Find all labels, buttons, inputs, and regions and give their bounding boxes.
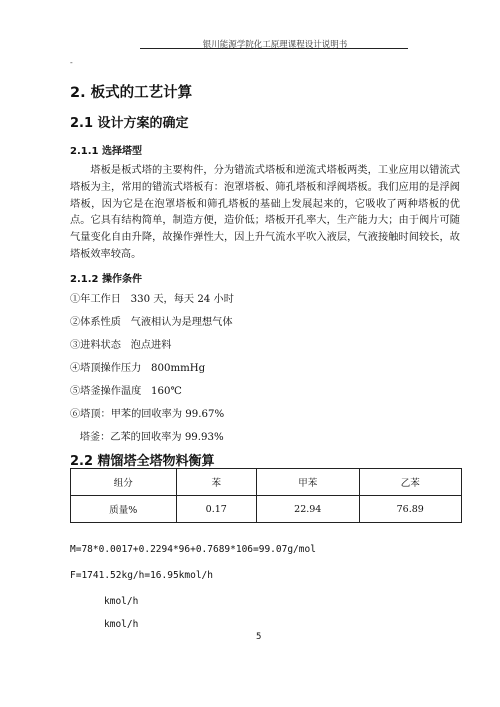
page-number: 5 [256,632,262,642]
table-row [71,496,462,523]
condition-item: ④塔顶操作压力 800mmHg [70,363,206,374]
formula-m: M=78*0.0017+0.2294*96+0.7689*106=99.07g/mol [70,544,316,555]
formula-f: F=1741.52kg/h=16.95kmol/h [70,570,213,581]
condition-item: 塔釜：乙苯的回收率为 99.93% [70,432,224,443]
section-title: 2. 板式的工艺计算 [70,85,193,101]
table-header-cell: 甲苯 [257,469,359,496]
formula-unit: kmol/h [104,619,139,630]
subsection-title-2-1: 2.1 设计方案的确定 [70,116,189,131]
condition-item: ②体系性质 气液相认为是理想气体 [70,317,233,328]
condition-item: ⑤塔釜操作温度 160℃ [70,386,182,397]
condition-item: ⑥塔顶：甲苯的回收率为 99.67% [70,409,225,420]
table-header-cell: 组分 [71,469,177,496]
header-rule [140,48,408,49]
subsubsection-title-2-1-2: 2.1.2 操作条件 [70,274,142,285]
stray-mark: - [70,58,73,67]
composition-table [70,468,462,523]
table-header-cell: 苯 [176,469,257,496]
table-cell: 22.94 [257,496,359,523]
table-header-row [71,469,462,496]
condition-item: ①年工作日 330 天，每天 24 小时 [70,294,234,305]
subsubsection-title-2-1-1: 2.1.1 选择塔型 [70,146,142,157]
formula-unit: kmol/h [104,596,139,607]
condition-item: ③进料状态 泡点进料 [70,340,172,351]
table-cell: 76.89 [359,496,462,523]
page-header: 银川能源学院化工原理课程设计说明书 [202,40,348,50]
body-paragraph: 塔板是板式塔的主要构件，分为错流式塔板和逆流式塔板两类，工业应用以错流式塔板为主，常用的错流式塔板有：泡罩塔板、筛孔塔板和浮阀塔板。我们应用的是浮阀塔板，因为它是在泡罩塔板和筛孔塔板的基础上发展起来的，它吸收了两种塔板的优点。它具有结构简单，制造方便，造价低；塔板开孔率大，生产能力大；由于阀片可随气量变化自由升降，故操作弹性大，因上升气流水平吹入液层，气液接触时间较长，故塔板效率较高。 [70,165,460,260]
table-header-cell: 乙苯 [359,469,462,496]
table-cell: 质量% [71,496,177,523]
table-cell: 0.17 [176,496,257,523]
subsection-title-2-2: 2.2 精馏塔全塔物料衡算 [70,454,215,469]
